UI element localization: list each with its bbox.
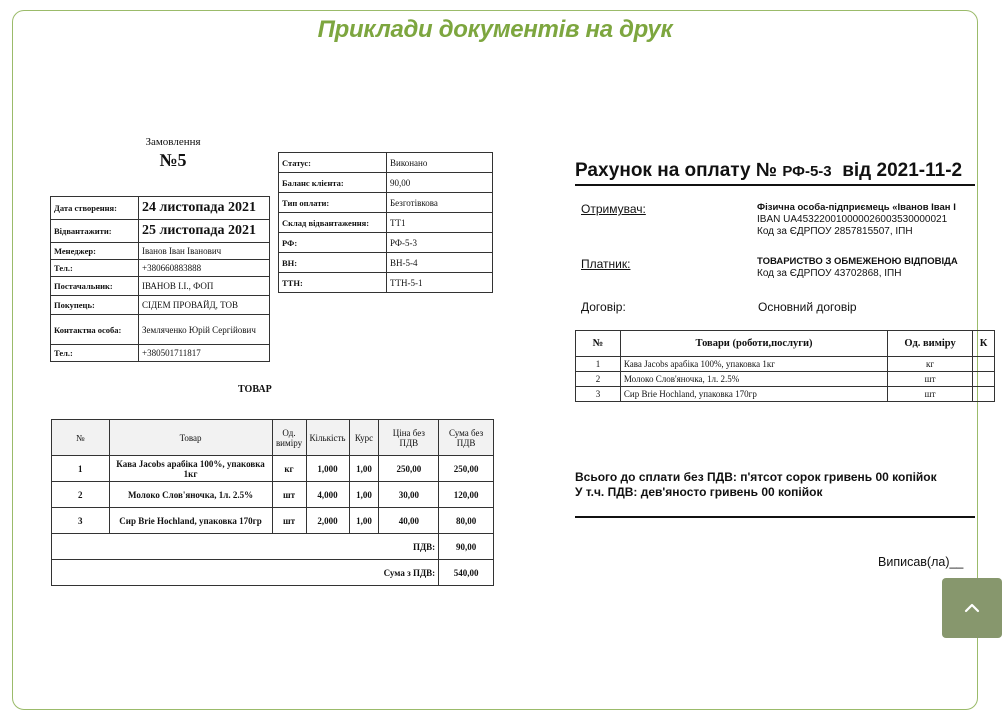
- cell-price: 250,00: [379, 456, 439, 482]
- column-header: Сума без ПДВ: [439, 420, 494, 456]
- title-divider: [575, 184, 975, 186]
- cell-unit: кг: [272, 456, 306, 482]
- cell-quantity: [973, 372, 995, 387]
- cell-unit: шт: [888, 372, 973, 387]
- status-label: Баланс клієнта:: [279, 173, 387, 193]
- column-header: Од. виміру: [888, 331, 973, 357]
- cell-unit: шт: [888, 387, 973, 402]
- status-label: РФ:: [279, 233, 387, 253]
- info-label: Дата створення:: [51, 197, 139, 220]
- cell-product: Сир Brie Hochland, упаковка 170гр: [109, 508, 272, 534]
- contract-label: Договір:: [581, 300, 626, 314]
- cell-unit: кг: [888, 357, 973, 372]
- status-row: [279, 273, 493, 293]
- cell-product: Молоко Слов'яночка, 1л. 2.5%: [620, 372, 887, 387]
- column-header: Товари (роботи,послуги): [620, 331, 887, 357]
- info-value: ІВАНОВ І.І., ФОП: [139, 277, 270, 296]
- order-info-row: [51, 243, 270, 260]
- info-value: 25 листопада 2021: [139, 220, 270, 243]
- total-in-words: Всього до сплати без ПДВ: п'ятсот сорок гривень 00 копійок: [575, 470, 937, 484]
- column-header: №: [52, 420, 110, 456]
- order-info-row: [51, 345, 270, 362]
- info-value: Земляченко Юрій Сергійович: [139, 315, 270, 345]
- order-status-table: [278, 152, 493, 293]
- status-value: ВН-5-4: [387, 253, 493, 273]
- total-label: Сума з ПДВ:: [379, 560, 439, 586]
- invoice-title-prefix: Рахунок на оплату №: [575, 160, 783, 181]
- column-header: Товар: [109, 420, 272, 456]
- invoice-document-preview[interactable]: [565, 150, 988, 580]
- order-caption: Замовлення: [145, 136, 201, 148]
- order-info-row: [51, 296, 270, 315]
- table-row: [52, 456, 494, 482]
- column-header: Од. виміру: [272, 420, 306, 456]
- status-label: ВН:: [279, 253, 387, 273]
- status-label: Тип оплати:: [279, 193, 387, 213]
- cell-sum: 120,00: [439, 482, 494, 508]
- table-row: [576, 387, 995, 402]
- payer-code: Код за ЄДРПОУ 43702868, ІПН: [757, 268, 902, 279]
- order-info-row: [51, 197, 270, 220]
- status-label: Статус:: [279, 153, 387, 173]
- invoice-title: [575, 160, 962, 182]
- column-header: Ціна без ПДВ: [379, 420, 439, 456]
- order-info-row: [51, 277, 270, 296]
- info-value: СІДЕМ ПРОВАЙД, ТОВ: [139, 296, 270, 315]
- vat-label: ПДВ:: [379, 534, 439, 560]
- cell-index: 2: [576, 372, 621, 387]
- invoice-items-table: [575, 330, 995, 402]
- info-label: Контактна особа:: [51, 315, 139, 345]
- info-label: Тел.:: [51, 260, 139, 277]
- status-value: РФ-5-3: [387, 233, 493, 253]
- status-row: [279, 233, 493, 253]
- cell-index: 1: [52, 456, 110, 482]
- status-value: ТТН-5-1: [387, 273, 493, 293]
- order-info-row: [51, 220, 270, 243]
- order-number: №5: [159, 150, 187, 170]
- cell-sum: 80,00: [439, 508, 494, 534]
- cell-quantity: [973, 387, 995, 402]
- vat-row: [52, 534, 494, 560]
- blank-cell: [52, 560, 379, 586]
- order-info-table: [50, 196, 270, 362]
- info-value: +380660883888: [139, 260, 270, 277]
- table-row: [52, 508, 494, 534]
- table-row: [576, 357, 995, 372]
- status-label: Склад відвантаження:: [279, 213, 387, 233]
- invoice-date: від 2021-11-2: [831, 160, 963, 181]
- info-value: 24 листопада 2021: [139, 197, 270, 220]
- cell-quantity: 2,000: [306, 508, 349, 534]
- total-value: 540,00: [439, 560, 494, 586]
- column-header: №: [576, 331, 621, 357]
- cell-index: 3: [576, 387, 621, 402]
- page-title: Приклади документів на друк: [317, 16, 673, 43]
- scroll-to-top-button[interactable]: [942, 578, 1002, 638]
- status-value: Безготівкова: [387, 193, 493, 213]
- cell-sum: 250,00: [439, 456, 494, 482]
- cell-rate: 1,00: [349, 508, 379, 534]
- cell-price: 30,00: [379, 482, 439, 508]
- status-value: 90,00: [387, 173, 493, 193]
- cell-index: 3: [52, 508, 110, 534]
- info-label: Тел.:: [51, 345, 139, 362]
- invoice-totals: [575, 470, 937, 500]
- invoice-header-row: [576, 331, 995, 357]
- status-row: [279, 173, 493, 193]
- order-info-row: [51, 315, 270, 345]
- cell-index: 1: [576, 357, 621, 372]
- contract-value: Основний договір: [758, 300, 857, 314]
- cell-quantity: 4,000: [306, 482, 349, 508]
- column-header: К: [973, 331, 995, 357]
- cell-price: 40,00: [379, 508, 439, 534]
- status-row: [279, 253, 493, 273]
- totals-divider: [575, 516, 975, 518]
- recipient-name: Фізична особа-підприємець «Іванов Іван І: [757, 202, 956, 213]
- info-label: Покупець:: [51, 296, 139, 315]
- status-value: Виконано: [387, 153, 493, 173]
- recipient-iban: IBAN UA453220010000026003530000021: [757, 214, 948, 225]
- column-header: Курс: [349, 420, 379, 456]
- info-label: Постачальник:: [51, 277, 139, 296]
- info-label: Відвантажити:: [51, 220, 139, 243]
- invoice-number: РФ-5-3: [782, 163, 832, 180]
- cell-quantity: [973, 357, 995, 372]
- cell-unit: шт: [272, 508, 306, 534]
- cell-product: Кава Jacobs арабіка 100%, упаковка 1кг: [620, 357, 887, 372]
- status-row: [279, 153, 493, 173]
- order-document-preview[interactable]: [48, 128, 508, 598]
- cell-product: Сир Brie Hochland, упаковка 170гр: [620, 387, 887, 402]
- cell-product: Кава Jacobs арабіка 100%, упаковка 1кг: [109, 456, 272, 482]
- recipient-details: [757, 202, 956, 238]
- total-row: [52, 560, 494, 586]
- cell-index: 2: [52, 482, 110, 508]
- vat-in-words: У т.ч. ПДВ: дев'яносто гривень 00 копійок: [575, 485, 823, 499]
- cell-product: Молоко Слов'яночка, 1л. 2.5%: [109, 482, 272, 508]
- goods-section-title: ТОВАР: [238, 384, 272, 395]
- table-row: [576, 372, 995, 387]
- column-header: Кількість: [306, 420, 349, 456]
- info-value: Іванов Іван Іванович: [139, 243, 270, 260]
- cell-quantity: 1,000: [306, 456, 349, 482]
- status-row: [279, 213, 493, 233]
- chevron-up-icon: [964, 600, 980, 616]
- goods-table: [51, 419, 494, 586]
- cell-rate: 1,00: [349, 456, 379, 482]
- table-row: [52, 482, 494, 508]
- payer-details: [757, 256, 958, 280]
- order-info-row: [51, 260, 270, 277]
- payer-name: ТОВАРИСТВО З ОБМЕЖЕНОЮ ВІДПОВІДА: [757, 256, 958, 267]
- status-value: ТТ1: [387, 213, 493, 233]
- info-label: Менеджер:: [51, 243, 139, 260]
- status-row: [279, 193, 493, 213]
- status-label: ТТН:: [279, 273, 387, 293]
- signed-by-label: Виписав(ла)__: [878, 555, 964, 569]
- recipient-label: Отримувач:: [581, 202, 646, 216]
- goods-header-row: [52, 420, 494, 456]
- cell-rate: 1,00: [349, 482, 379, 508]
- payer-label: Платник:: [581, 257, 631, 271]
- info-value: +380501711817: [139, 345, 270, 362]
- blank-cell: [52, 534, 379, 560]
- cell-unit: шт: [272, 482, 306, 508]
- recipient-code: Код за ЄДРПОУ 2857815507, ІПН: [757, 226, 913, 237]
- vat-value: 90,00: [439, 534, 494, 560]
